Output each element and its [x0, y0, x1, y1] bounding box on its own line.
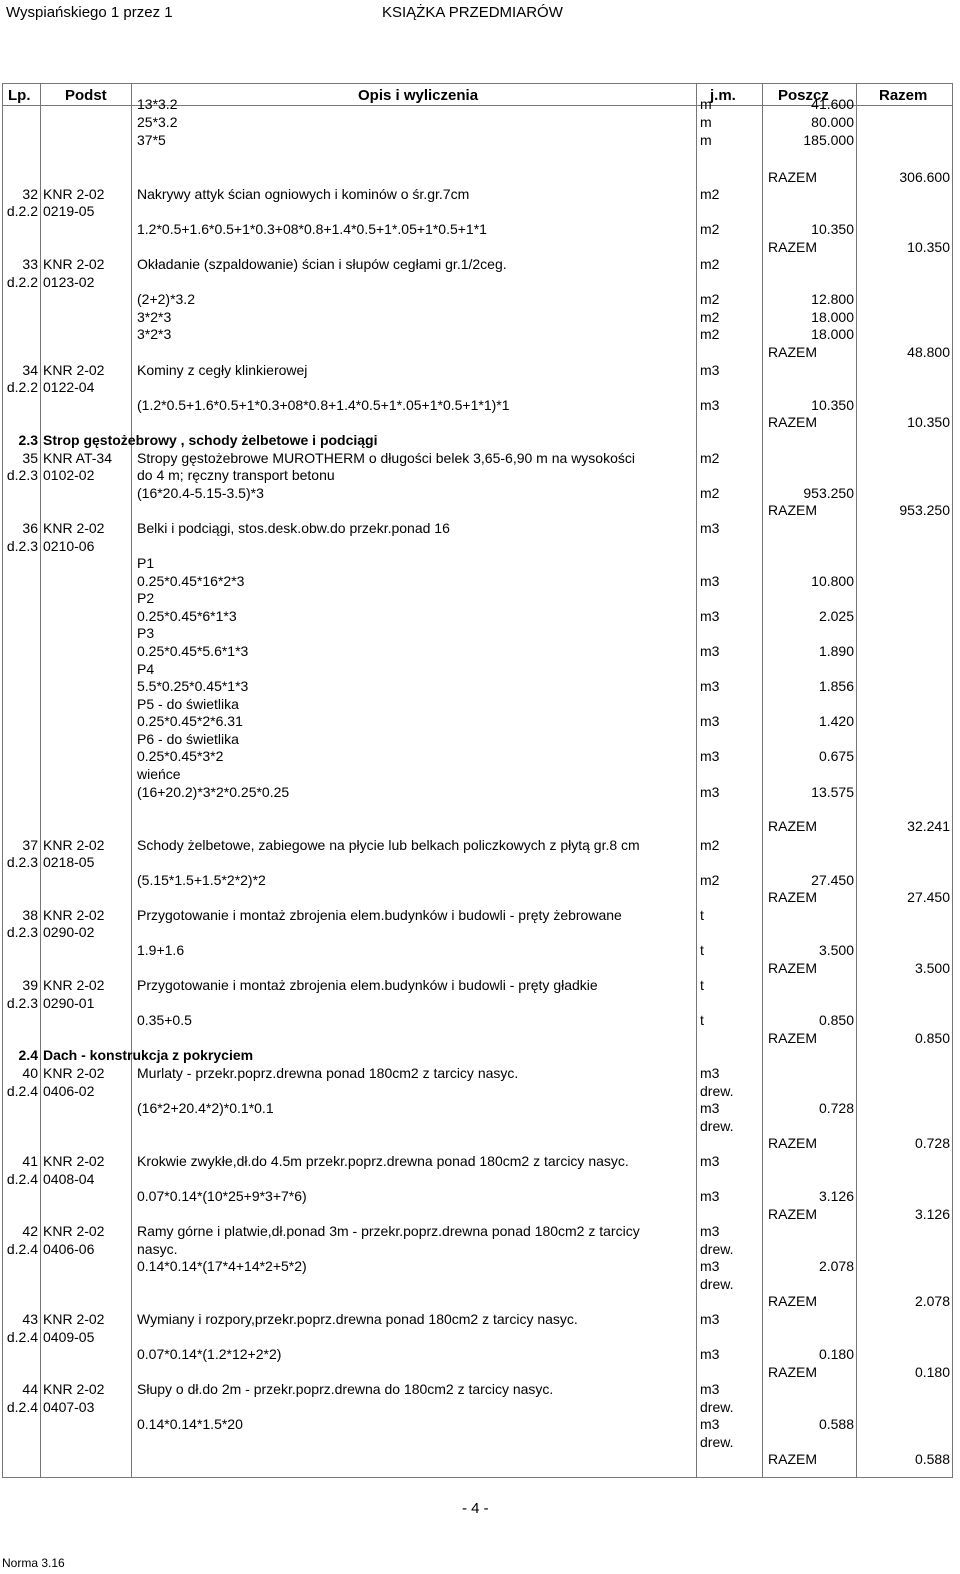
row-podst: 0290-02 — [43, 924, 95, 940]
row-lp: 37 — [22, 837, 38, 853]
row-lp: 40 — [22, 1065, 38, 1081]
row-unit: m3 — [700, 1416, 720, 1432]
row-description: 0.25*0.45*3*2 — [137, 748, 224, 764]
row-poszcz: 1.856 — [818, 678, 854, 694]
row-lp: 39 — [22, 977, 38, 993]
row-unit: m2 — [700, 291, 720, 307]
row-lp: 35 — [22, 450, 38, 466]
row-podst: 0123-02 — [43, 274, 95, 290]
row-description: (1.2*0.5+1.6*0.5+1*0.3+08*0.8+1.4*0.5+1*.05+1*0.5+1*1)*1 — [137, 397, 510, 413]
row-razem-label: RAZEM — [768, 502, 817, 518]
row-description: P2 — [137, 590, 155, 606]
row-unit: drew. — [700, 1399, 734, 1415]
row-lp: 38 — [22, 907, 38, 923]
section-number: 2.3 — [18, 432, 38, 448]
software-label: Norma 3.16 — [2, 1556, 65, 1570]
row-unit: m2 — [700, 256, 720, 272]
row-unit: m2 — [700, 221, 720, 237]
row-unit: m3 — [700, 748, 720, 764]
row-razem-label: RAZEM — [768, 889, 817, 905]
row-unit: m3 — [700, 1100, 720, 1116]
row-lp: 34 — [22, 362, 38, 378]
row-unit: m2 — [700, 837, 720, 853]
row-razem-label: RAZEM — [768, 414, 817, 430]
row-unit: m2 — [700, 485, 720, 501]
row-description: 3*2*3 — [137, 309, 172, 325]
row-description: (16*2+20.4*2)*0.1*0.1 — [137, 1100, 274, 1116]
row-poszcz: 0.588 — [818, 1416, 854, 1432]
row-unit: m2 — [700, 326, 720, 342]
row-poszcz: 1.420 — [818, 713, 854, 729]
row-podst: 0290-01 — [43, 995, 95, 1011]
row-poszcz: 0.850 — [818, 1012, 854, 1028]
column-header-lp: Lp. — [8, 87, 31, 104]
row-unit: m3 — [700, 1065, 720, 1081]
column-header-podst: Podst — [65, 87, 107, 104]
row-razem-label: RAZEM — [768, 818, 817, 834]
row-razem-value: 3.500 — [914, 960, 950, 976]
page-header-left: Wyspiańskiego 1 przez 1 — [6, 4, 173, 21]
row-razem-value: 32.241 — [907, 818, 950, 834]
row-podst: KNR 2-02 — [43, 1223, 105, 1239]
row-poszcz: 3.500 — [818, 942, 854, 958]
row-description: 0.25*0.45*2*6.31 — [137, 713, 243, 729]
column-header-opis: Opis i wyliczenia — [358, 87, 479, 104]
row-description: Stropy gęstożebrowe MUROTHERM o długości belek 3,65-6,90 m na wysokości — [137, 450, 635, 466]
row-description: P5 - do świetlika — [137, 696, 239, 712]
row-description: Okładanie (szpaldowanie) ścian i słupów cegłami gr.1/2ceg. — [137, 256, 507, 272]
row-razem-label: RAZEM — [768, 1293, 817, 1309]
row-description: do 4 m; ręczny transport betonu — [137, 467, 335, 483]
row-description: 0.25*0.45*16*2*3 — [137, 573, 245, 589]
row-description: Belki i podciągi, stos.desk.obw.do przekr.ponad 16 — [137, 520, 450, 536]
row-poszcz: 0.675 — [818, 748, 854, 764]
row-poszcz: 27.450 — [811, 872, 854, 888]
row-lp: d.2.4 — [6, 1083, 38, 1099]
row-description: 0.35+0.5 — [137, 1012, 192, 1028]
row-unit: drew. — [700, 1083, 734, 1099]
row-poszcz: 2.078 — [818, 1258, 854, 1274]
row-unit: m3 — [700, 608, 720, 624]
row-poszcz: 80.000 — [811, 114, 854, 130]
row-razem-value: 306.600 — [899, 169, 950, 185]
row-unit: m3 — [700, 520, 720, 536]
row-description: (16*20.4-5.15-3.5)*3 — [137, 485, 264, 501]
row-razem-value: 48.800 — [907, 344, 950, 360]
row-razem-value: 10.350 — [907, 239, 950, 255]
row-razem-label: RAZEM — [768, 1451, 817, 1467]
row-razem-value: 0.180 — [914, 1364, 950, 1380]
row-razem-value: 953.250 — [899, 502, 950, 518]
row-lp: 33 — [22, 256, 38, 272]
section-number: 2.4 — [18, 1047, 38, 1063]
section-title: Dach - konstrukcja z pokryciem — [43, 1047, 254, 1063]
row-poszcz: 13.575 — [811, 784, 854, 800]
row-podst: 0409-05 — [43, 1329, 95, 1345]
row-razem-value: 27.450 — [907, 889, 950, 905]
row-podst: 0407-03 — [43, 1399, 95, 1415]
row-poszcz: 18.000 — [811, 309, 854, 325]
row-lp: d.2.3 — [6, 995, 38, 1011]
row-razem-label: RAZEM — [768, 239, 817, 255]
row-podst: KNR 2-02 — [43, 520, 105, 536]
row-description: 1.9+1.6 — [137, 942, 185, 958]
row-description: 13*3.2 — [137, 96, 178, 112]
row-razem-value: 3.126 — [914, 1206, 950, 1222]
row-description: (2+2)*3.2 — [137, 291, 195, 307]
row-razem-value: 0.588 — [914, 1451, 950, 1467]
row-unit: m3 — [700, 573, 720, 589]
row-podst: KNR 2-02 — [43, 907, 105, 923]
row-lp: d.2.4 — [6, 1329, 38, 1345]
row-description: Nakrywy attyk ścian ogniowych i kominów o śr.gr.7cm — [137, 186, 470, 202]
row-lp: d.2.2 — [6, 379, 38, 395]
row-podst: KNR 2-02 — [43, 1153, 105, 1169]
row-lp: 42 — [22, 1223, 38, 1239]
row-unit: m — [700, 96, 712, 112]
row-poszcz: 953.250 — [803, 485, 854, 501]
row-razem-value: 0.850 — [914, 1030, 950, 1046]
row-poszcz: 41.600 — [811, 96, 854, 112]
row-podst: 0102-02 — [43, 467, 95, 483]
row-podst: KNR 2-02 — [43, 186, 105, 202]
page-number: - 4 - — [462, 1500, 489, 1517]
row-description: Krokwie zwykłe,dł.do 4.5m przekr.poprz.drewna ponad 180cm2 z tarcicy nasyc. — [137, 1153, 629, 1169]
row-unit: m2 — [700, 450, 720, 466]
row-unit: m3 — [700, 1153, 720, 1169]
row-lp: d.2.3 — [6, 854, 38, 870]
row-description: Przygotowanie i montaż zbrojenia elem.budynków i budowli - pręty żebrowane — [137, 907, 622, 923]
row-lp: 36 — [22, 520, 38, 536]
row-poszcz: 0.728 — [818, 1100, 854, 1116]
row-description: (5.15*1.5+1.5*2*2)*2 — [137, 872, 266, 888]
row-podst: 0218-05 — [43, 854, 95, 870]
row-podst: KNR AT-34 — [43, 450, 112, 466]
row-unit: m3 — [700, 1188, 720, 1204]
row-unit: t — [700, 907, 704, 923]
row-unit: drew. — [700, 1276, 734, 1292]
row-poszcz: 3.126 — [818, 1188, 854, 1204]
row-description: 0.07*0.14*(1.2*12+2*2) — [137, 1346, 282, 1362]
row-razem-label: RAZEM — [768, 960, 817, 976]
row-unit: t — [700, 977, 704, 993]
row-description: 0.25*0.45*6*1*3 — [137, 608, 237, 624]
row-lp: d.2.4 — [6, 1241, 38, 1257]
row-poszcz: 18.000 — [811, 326, 854, 342]
row-unit: drew. — [700, 1434, 734, 1450]
row-podst: KNR 2-02 — [43, 1311, 105, 1327]
row-description: 25*3.2 — [137, 114, 178, 130]
row-podst: 0408-04 — [43, 1171, 95, 1187]
row-unit: m3 — [700, 713, 720, 729]
row-podst: 0406-06 — [43, 1241, 95, 1257]
row-lp: 44 — [22, 1381, 38, 1397]
row-description: wieńce — [137, 766, 181, 782]
row-description: Wymiany i rozpory,przekr.poprz.drewna ponad 180cm2 z tarcicy nasyc. — [137, 1311, 578, 1327]
row-unit: m3 — [700, 1381, 720, 1397]
row-lp: 41 — [22, 1153, 38, 1169]
row-description: 0.07*0.14*(10*25+9*3+7*6) — [137, 1188, 307, 1204]
row-poszcz: 0.180 — [818, 1346, 854, 1362]
row-lp: d.2.3 — [6, 538, 38, 554]
row-razem-label: RAZEM — [768, 1030, 817, 1046]
row-unit: m — [700, 132, 712, 148]
row-unit: drew. — [700, 1118, 734, 1134]
row-unit: m — [700, 114, 712, 130]
row-lp: 43 — [22, 1311, 38, 1327]
column-header-poszcz: Poszcz — [778, 87, 829, 104]
row-unit: m2 — [700, 186, 720, 202]
row-podst: KNR 2-02 — [43, 837, 105, 853]
row-lp: d.2.2 — [6, 203, 38, 219]
row-description: Murlaty - przekr.poprz.drewna ponad 180cm2 z tarcicy nasyc. — [137, 1065, 519, 1081]
row-poszcz: 2.025 — [818, 608, 854, 624]
row-razem-value: 10.350 — [907, 414, 950, 430]
row-poszcz: 10.350 — [811, 397, 854, 413]
row-poszcz: 10.350 — [811, 221, 854, 237]
row-description: 1.2*0.5+1.6*0.5+1*0.3+08*0.8+1.4*0.5+1*.05+1*0.5+1*1 — [137, 221, 487, 237]
row-description: 5.5*0.25*0.45*1*3 — [137, 678, 249, 694]
row-razem-label: RAZEM — [768, 1364, 817, 1380]
row-description: Przygotowanie i montaż zbrojenia elem.budynków i budowli - pręty gładkie — [137, 977, 598, 993]
row-unit: m2 — [700, 872, 720, 888]
row-lp: d.2.2 — [6, 274, 38, 290]
row-razem-label: RAZEM — [768, 1206, 817, 1222]
row-poszcz: 10.800 — [811, 573, 854, 589]
row-razem-value: 2.078 — [914, 1293, 950, 1309]
row-podst: 0210-06 — [43, 538, 95, 554]
row-unit: m3 — [700, 1258, 720, 1274]
row-podst: KNR 2-02 — [43, 362, 105, 378]
row-description: P1 — [137, 555, 155, 571]
row-unit: m3 — [700, 1346, 720, 1362]
section-title: Strop gęstożebrowy , schody żelbetowe i podciągi — [43, 432, 378, 448]
row-unit: m3 — [700, 643, 720, 659]
row-description: 3*2*3 — [137, 326, 172, 342]
row-description: 0.25*0.45*5.6*1*3 — [137, 643, 249, 659]
row-description: 0.14*0.14*1.5*20 — [137, 1416, 243, 1432]
row-description: P4 — [137, 661, 155, 677]
row-podst: KNR 2-02 — [43, 256, 105, 272]
row-lp: d.2.4 — [6, 1399, 38, 1415]
row-podst: KNR 2-02 — [43, 1381, 105, 1397]
row-podst: 0406-02 — [43, 1083, 95, 1099]
row-razem-label: RAZEM — [768, 344, 817, 360]
column-header-razem: Razem — [879, 87, 928, 104]
row-lp: 32 — [22, 186, 38, 202]
row-poszcz: 12.800 — [811, 291, 854, 307]
row-description: Schody żelbetowe, zabiegowe na płycie lub belkach policzkowych z płytą gr.8 cm — [137, 837, 640, 853]
row-unit: m3 — [700, 1223, 720, 1239]
row-razem-label: RAZEM — [768, 169, 817, 185]
row-poszcz: 1.890 — [818, 643, 854, 659]
row-podst: KNR 2-02 — [43, 1065, 105, 1081]
row-description: P6 - do świetlika — [137, 731, 239, 747]
row-podst: KNR 2-02 — [43, 977, 105, 993]
page-header-title: KSIĄŻKA PRZEDMIARÓW — [382, 4, 563, 21]
row-description: 37*5 — [137, 132, 166, 148]
column-header-jm: j.m. — [710, 87, 736, 104]
row-description: nasyc. — [137, 1241, 178, 1257]
row-description: Słupy o dł.do 2m - przekr.poprz.drewna do 180cm2 z tarcicy nasyc. — [137, 1381, 554, 1397]
row-unit: drew. — [700, 1241, 734, 1257]
row-lp: d.2.3 — [6, 924, 38, 940]
row-unit: m3 — [700, 784, 720, 800]
row-razem-value: 0.728 — [914, 1135, 950, 1151]
row-podst: 0219-05 — [43, 203, 95, 219]
row-lp: d.2.4 — [6, 1171, 38, 1187]
row-unit: m3 — [700, 678, 720, 694]
row-unit: t — [700, 942, 704, 958]
row-unit: m3 — [700, 362, 720, 378]
row-unit: m2 — [700, 309, 720, 325]
row-razem-label: RAZEM — [768, 1135, 817, 1151]
row-lp: d.2.3 — [6, 467, 38, 483]
row-unit: m3 — [700, 397, 720, 413]
row-unit: m3 — [700, 1311, 720, 1327]
row-poszcz: 185.000 — [803, 132, 854, 148]
row-description: Kominy z cegły klinkierowej — [137, 362, 308, 378]
row-podst: 0122-04 — [43, 379, 95, 395]
row-description: P3 — [137, 625, 155, 641]
row-unit: t — [700, 1012, 704, 1028]
row-description: (16+20.2)*3*2*0.25*0.25 — [137, 784, 290, 800]
row-description: Ramy górne i platwie,dł.ponad 3m - przekr.poprz.drewna ponad 180cm2 z tarcicy — [137, 1223, 640, 1239]
row-description: 0.14*0.14*(17*4+14*2+5*2) — [137, 1258, 307, 1274]
